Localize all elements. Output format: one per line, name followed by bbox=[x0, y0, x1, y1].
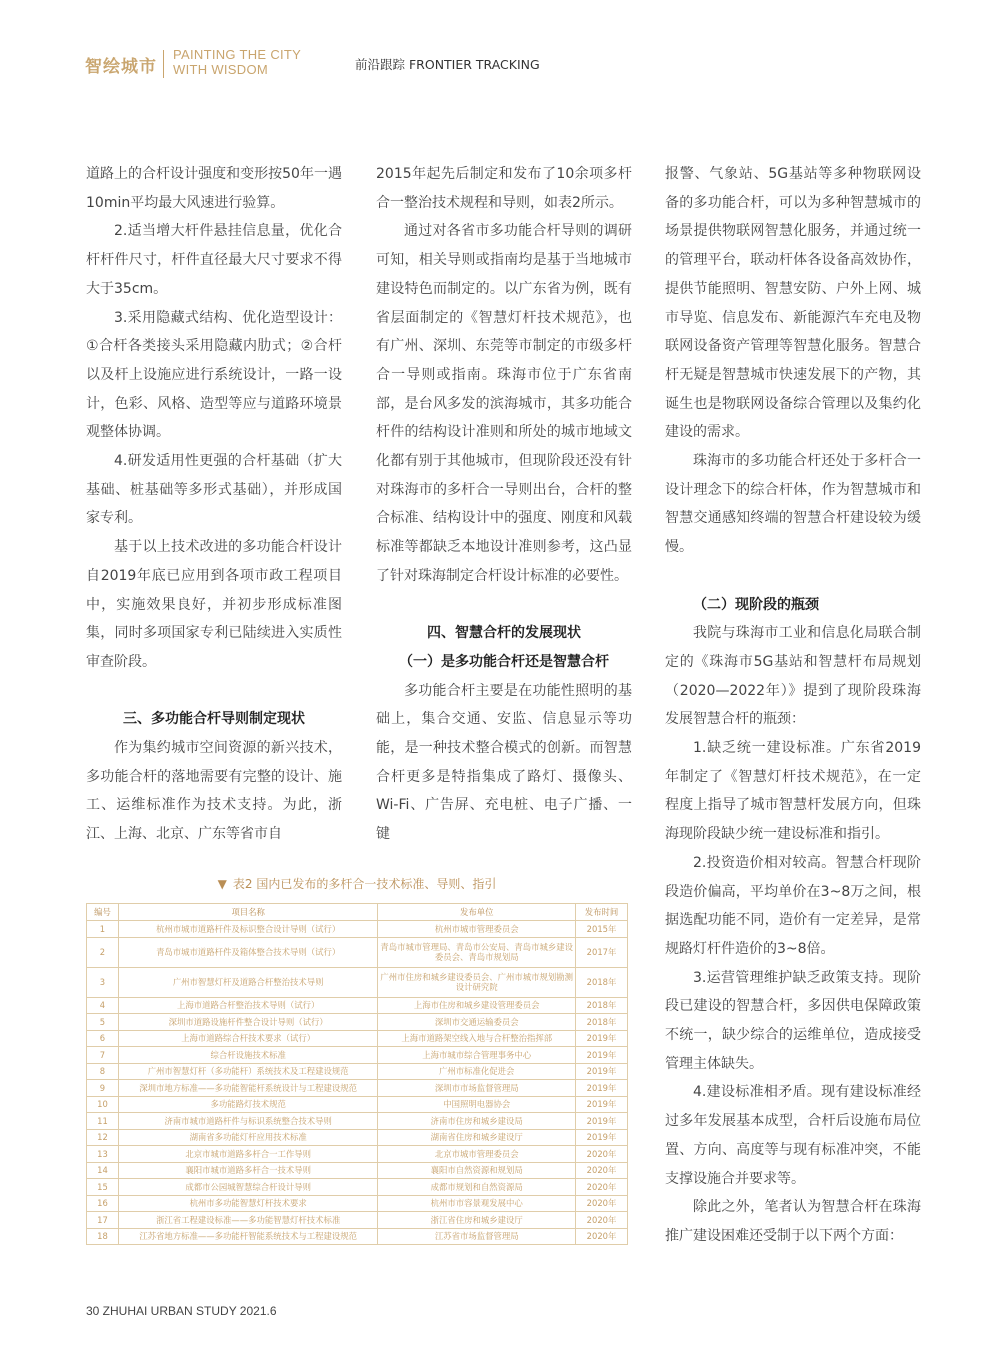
table-cell-year: 2019年 bbox=[576, 1129, 628, 1146]
table-cell-year: 2019年 bbox=[576, 1096, 628, 1113]
table-row bbox=[87, 1030, 628, 1047]
table-cell-no: 13 bbox=[87, 1146, 119, 1163]
section-label: 前沿跟踪 FRONTIER TRACKING bbox=[355, 57, 540, 72]
table-cell-no: 8 bbox=[87, 1063, 119, 1080]
table-cell-name: 上海市道路合杆整治技术导则（试行） bbox=[118, 997, 377, 1014]
table-caption-text: 表2 国内已发布的多杆合一技术标准、导则、指引 bbox=[232, 877, 497, 891]
triangle-down-icon: ▼ bbox=[217, 877, 227, 891]
table-cell-name: 北京市城市道路多杆合一工作导则 bbox=[118, 1146, 377, 1163]
paragraph: 2.适当增大杆件悬挂信息量，优化合杆杆件尺寸，杆件直径最大尺寸要求不得大于35cm。 bbox=[86, 223, 342, 297]
table-row bbox=[87, 967, 628, 997]
section-heading: 四、智慧合杆的发展现状 bbox=[427, 625, 581, 642]
table-cell-year: 2019年 bbox=[576, 1047, 628, 1064]
table-cell-name: 综合杆设施技术标准 bbox=[118, 1047, 377, 1064]
paragraph: 1.缺乏统一建设标准。广东省2019年制定了《智慧灯杆技术规范》，在一定程度上指导了城市智慧杆发展方向，但珠海现阶段缺少统一建设标准和指引。 bbox=[665, 740, 921, 843]
table-row bbox=[87, 1014, 628, 1031]
table-row bbox=[87, 1129, 628, 1146]
table-cell-year: 2019年 bbox=[576, 1063, 628, 1080]
table-row bbox=[87, 921, 628, 938]
standards-table bbox=[86, 903, 628, 1245]
table-cell-unit: 深圳市市场监督管理局 bbox=[378, 1080, 576, 1097]
table-cell-year: 2018年 bbox=[576, 967, 628, 997]
table-cell-name: 湖南省多功能灯杆应用技术标准 bbox=[118, 1129, 377, 1146]
table-cell-year: 2019年 bbox=[576, 1113, 628, 1130]
table-cell-unit: 中国照明电器协会 bbox=[378, 1096, 576, 1113]
table-cell-no: 18 bbox=[87, 1228, 119, 1245]
paragraph: 基于以上技术改进的多功能合杆设计自2019年底已应用到各项市政工程项目中，实施效果良好，并初步形成标准图集，同时多项国家专利已陆续进入实质性审查阶段。 bbox=[86, 539, 342, 670]
table-header-row bbox=[87, 904, 628, 921]
table-cell-no: 2 bbox=[87, 937, 119, 967]
table-cell-year: 2017年 bbox=[576, 937, 628, 967]
table-row bbox=[87, 1146, 628, 1163]
table-cell-year: 2018年 bbox=[576, 997, 628, 1014]
table-cell-no: 11 bbox=[87, 1113, 119, 1130]
table-cell-unit: 江苏省市场监督管理局 bbox=[378, 1228, 576, 1245]
table-cell-no: 10 bbox=[87, 1096, 119, 1113]
table-cell-no: 15 bbox=[87, 1179, 119, 1196]
table-cell-name: 深圳市地方标准——多功能智能杆系统设计与工程建设规范 bbox=[118, 1080, 377, 1097]
page-header bbox=[85, 46, 965, 86]
table-caption bbox=[86, 875, 628, 892]
paragraph: 通过对各省市多功能合杆导则的调研可知，相关导则或指南均是基于当地城市建设特色而制定的。以广东省为例，既有省层面制定的《智慧灯杆技术规范》，也有广州、深圳、东莞等市制定的市级多杆合一导则或指南。珠海市位于广东省南部，是台风多发的滨海城市，其多功能合杆件的结构设计准则和所处的城市地域文化都有别于其他城市，但现阶段还没有针对珠海市的多杆合一导则出台，合杆的整合标准、结构设计中的强度、刚度和风载标准等都缺乏本地设计准则参考，这凸显了针对珠海制定合杆设计标准的必要性。 bbox=[376, 223, 632, 584]
paragraph: 3.采用隐藏式结构、优化造型设计：①合杆各类接头采用隐藏内肋式；②合杆以及杆上设施应进行系统设计，一路一设计，色彩、风格、造型等应与道路环境景观整体协调。 bbox=[86, 309, 342, 441]
table-cell-unit: 上海市住房和城乡建设管理委员会 bbox=[378, 997, 576, 1014]
paragraph: 3.运营管理维护缺乏政策支持。现阶段已建设的智慧合杆，多因供电保障政策不统一，缺少综合的运维单位，造成接受管理主体缺失。 bbox=[665, 969, 921, 1072]
table-row bbox=[87, 1195, 628, 1212]
brand-title-cn: 智绘城市 bbox=[85, 57, 157, 77]
table-cell-no: 12 bbox=[87, 1129, 119, 1146]
section-heading: 三、多功能合杆导则制定现状 bbox=[123, 711, 305, 728]
table-row bbox=[87, 1228, 628, 1245]
table-cell-year: 2020年 bbox=[576, 1179, 628, 1196]
brand-divider bbox=[163, 50, 164, 78]
col-header-name: 项目名称 bbox=[118, 904, 377, 921]
table-cell-unit: 上海市道路架空线入地与合杆整治指挥部 bbox=[378, 1030, 576, 1047]
table-cell-no: 5 bbox=[87, 1014, 119, 1031]
table-cell-unit: 上海市城市综合管理事务中心 bbox=[378, 1047, 576, 1064]
table-row bbox=[87, 1212, 628, 1229]
table-cell-year: 2019年 bbox=[576, 1080, 628, 1097]
table-cell-name: 成都市公园城智慧综合杆设计导则 bbox=[118, 1179, 377, 1196]
table-cell-name: 江苏省地方标准——多功能杆智能系统技术与工程建设规范 bbox=[118, 1228, 377, 1245]
paragraph: 除此之外，笔者认为智慧合杆在珠海推广建设困难还受制于以下两个方面： bbox=[665, 1199, 921, 1244]
table-cell-year: 2020年 bbox=[576, 1146, 628, 1163]
table-cell-name: 青岛市城市道路杆件及箱体整合技术导则（试行） bbox=[118, 937, 377, 967]
text-column-3 bbox=[665, 160, 921, 1251]
table-cell-name: 深圳市道路设施杆件整合设计导则（试行） bbox=[118, 1014, 377, 1031]
subsection-heading: （一）是多功能合杆还是智慧合杆 bbox=[399, 653, 609, 670]
table-cell-name: 广州市智慧灯杆及道路合杆整治技术导则 bbox=[118, 967, 377, 997]
table-cell-year: 2015年 bbox=[576, 921, 628, 938]
table-row bbox=[87, 1080, 628, 1097]
col-header-no: 编号 bbox=[87, 904, 119, 921]
table-cell-name: 多功能路灯技术规范 bbox=[118, 1096, 377, 1113]
table-cell-name: 杭州市城市道路杆件及标识整合设计导则（试行） bbox=[118, 921, 377, 938]
table-cell-no: 1 bbox=[87, 921, 119, 938]
table-cell-unit: 浙江省住房和城乡建设厅 bbox=[378, 1212, 576, 1229]
brand-title-en bbox=[173, 47, 301, 77]
table-cell-name: 广州市智慧灯杆（多功能杆）系统技术及工程建设规范 bbox=[118, 1063, 377, 1080]
table-cell-unit: 青岛市城市管理局、青岛市公安局、青岛市城乡建设委员会、青岛市规划局 bbox=[378, 937, 576, 967]
table-cell-no: 7 bbox=[87, 1047, 119, 1064]
paragraph: 2015年起先后制定和发布了10余项多杆合一整治技术规程和导则，如表2所示。 bbox=[376, 166, 632, 211]
table-cell-unit: 广州市标准化促进会 bbox=[378, 1063, 576, 1080]
table-row bbox=[87, 1047, 628, 1064]
paragraph: 2.投资造价相对较高。智慧合杆现阶段造价偏高，平均单价在3~8万之间，根据选配功能不同，造价有一定差异，是常规路灯杆件造价的3~8倍。 bbox=[665, 854, 921, 957]
table-cell-name: 杭州市多功能智慧灯杆技术要求 bbox=[118, 1195, 377, 1212]
table-row bbox=[87, 1162, 628, 1179]
table-cell-no: 16 bbox=[87, 1195, 119, 1212]
paragraph: 我院与珠海市工业和信息化局联合制定的《珠海市5G基站和智慧杆布局规划（2020—2022年）》提到了现阶段珠海发展智慧合杆的瓶颈： bbox=[665, 625, 921, 728]
brand-title-en-line1: PAINTING THE CITY bbox=[173, 47, 302, 62]
table-cell-no: 3 bbox=[87, 967, 119, 997]
table-cell-no: 9 bbox=[87, 1080, 119, 1097]
table-cell-unit: 杭州市城市管理委员会 bbox=[378, 921, 576, 938]
table-cell-year: 2020年 bbox=[576, 1212, 628, 1229]
table-cell-no: 4 bbox=[87, 997, 119, 1014]
table-cell-unit: 成都市规划和自然资源局 bbox=[378, 1179, 576, 1196]
table-cell-year: 2020年 bbox=[576, 1162, 628, 1179]
text-column-1 bbox=[86, 160, 342, 849]
table-body bbox=[87, 921, 628, 1245]
table-row bbox=[87, 997, 628, 1014]
col-header-unit: 发布单位 bbox=[378, 904, 576, 921]
table-row bbox=[87, 1113, 628, 1130]
paragraph: 多功能合杆主要是在功能性照明的基础上，集合交通、安监、信息显示等功能，是一种技术整合模式的创新。而智慧合杆更多是特指集成了路灯、摄像头、Wi-Fi、广告屏、充电桩、电子广播、一键 bbox=[376, 682, 632, 843]
table-cell-no: 6 bbox=[87, 1030, 119, 1047]
table-cell-name: 襄阳市城市道路多杆合一技术导则 bbox=[118, 1162, 377, 1179]
paragraph: 作为集约城市空间资源的新兴技术，多功能合杆的落地需要有完整的设计、施工、运维标准作为技术支持。为此，浙江、上海、北京、广东等省市自 bbox=[86, 740, 342, 843]
paragraph: 珠海市的多功能合杆还处于多杆合一设计理念下的综合杆体，作为智慧城市和智慧交通感知终端的智慧合杆建设较为缓慢。 bbox=[665, 453, 921, 556]
table-cell-year: 2020年 bbox=[576, 1195, 628, 1212]
table-cell-name: 上海市道路综合杆技术要求（试行） bbox=[118, 1030, 377, 1047]
table-row bbox=[87, 1096, 628, 1113]
table-cell-year: 2020年 bbox=[576, 1228, 628, 1245]
table-cell-unit: 深圳市交通运输委员会 bbox=[378, 1014, 576, 1031]
table-row bbox=[87, 937, 628, 967]
table-cell-no: 17 bbox=[87, 1212, 119, 1229]
brand-title-en-line2: WITH WISDOM bbox=[173, 62, 269, 77]
table-cell-unit: 济南市住房和城乡建设局 bbox=[378, 1113, 576, 1130]
page-footer: 30 ZHUHAI URBAN STUDY 2021.6 bbox=[86, 1304, 277, 1318]
paragraph: 4.建设标准相矛盾。现有建设标准经过多年发展基本成型，合杆后设施布局位置、方向、高度等与现有标准冲突，不能支撑设施合并要求等。 bbox=[665, 1084, 921, 1187]
col-header-year: 发布时间 bbox=[576, 904, 628, 921]
table-row bbox=[87, 1063, 628, 1080]
table-cell-year: 2018年 bbox=[576, 1014, 628, 1031]
table-cell-unit: 广州市住房和城乡建设委员会、广州市城市规划勘测设计研究院 bbox=[378, 967, 576, 997]
subsection-heading: （二）现阶段的瓶颈 bbox=[693, 596, 819, 613]
table-cell-unit: 杭州市市容景观发展中心 bbox=[378, 1195, 576, 1212]
table-cell-year: 2019年 bbox=[576, 1030, 628, 1047]
table-cell-unit: 襄阳市自然资源和规划局 bbox=[378, 1162, 576, 1179]
table-cell-name: 济南市城市道路杆件与标识系统整合技术导则 bbox=[118, 1113, 377, 1130]
text-column-2 bbox=[376, 160, 632, 849]
paragraph: 道路上的合杆设计强度和变形按50年一遇10min平均最大风速进行验算。 bbox=[86, 166, 342, 211]
table-cell-unit: 北京市城市管理委员会 bbox=[378, 1146, 576, 1163]
paragraph: 4.研发适用性更强的合杆基础（扩大基础、桩基础等多形式基础），并形成国家专利。 bbox=[86, 453, 342, 527]
table-cell-no: 14 bbox=[87, 1162, 119, 1179]
table-cell-unit: 湖南省住房和城乡建设厅 bbox=[378, 1129, 576, 1146]
paragraph: 报警、气象站、5G基站等多种物联网设备的多功能合杆，可以为多种智慧城市的场景提供物联网智慧化服务，并通过统一的管理平台，联动杆体各设备高效协作，提供节能照明、智慧安防、户外上网、城市导览、信息发布、新能源汽车充电及物联网设备资产管理等智慧化服务。智慧合杆无疑是智慧城市快速发展下的产物，其诞生也是物联网设备综合管理以及集约化建设的需求。 bbox=[665, 166, 921, 441]
table-cell-name: 浙江省工程建设标准——多功能智慧灯杆技术标准 bbox=[118, 1212, 377, 1229]
table-row bbox=[87, 1179, 628, 1196]
